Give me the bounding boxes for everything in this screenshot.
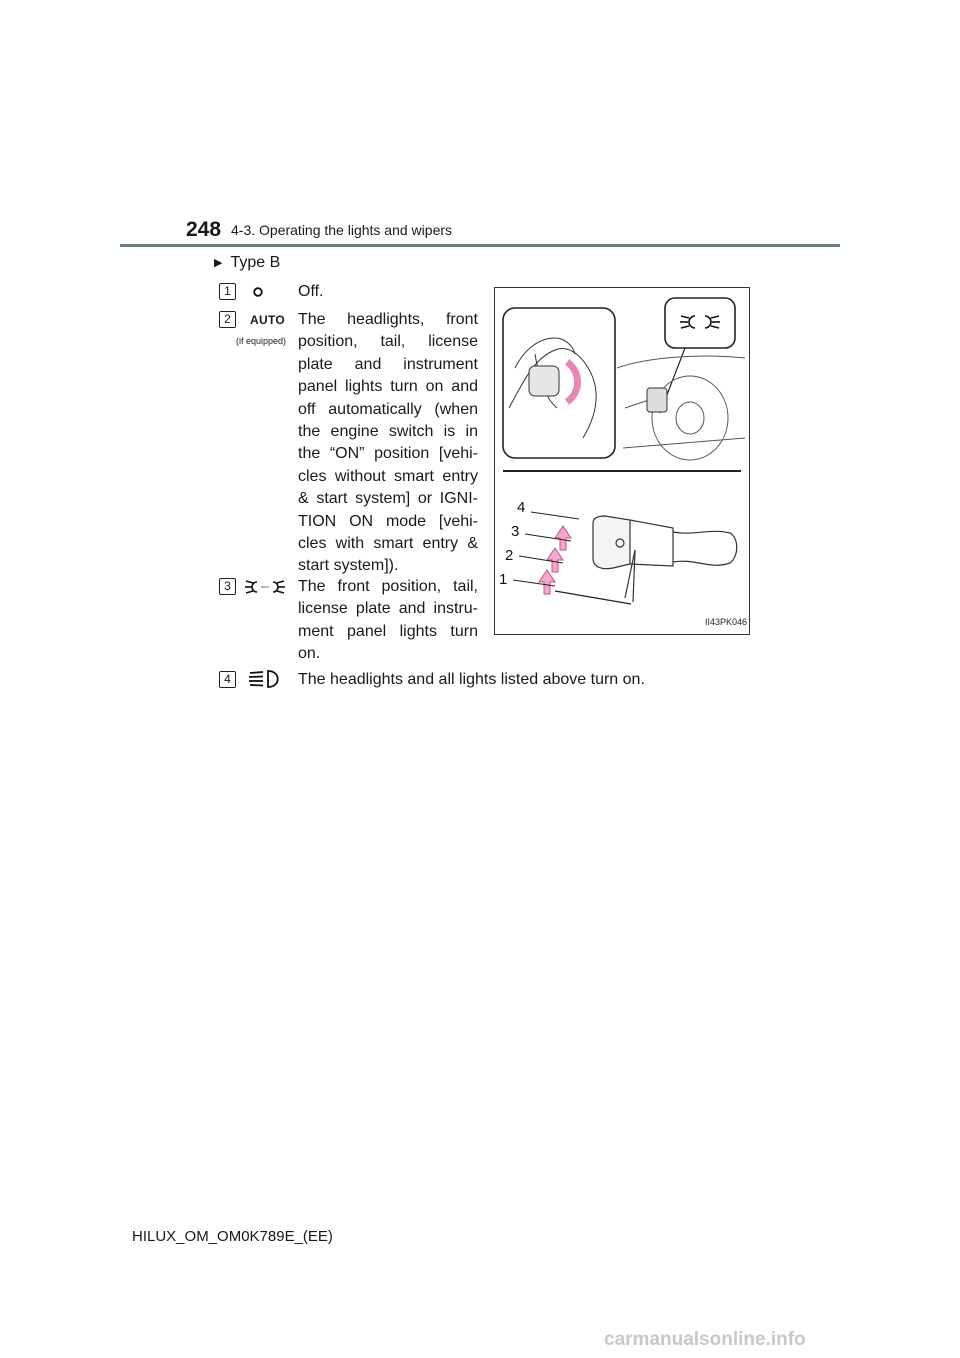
item-3-text: The front position, tail, license plate and instru- ment panel lights turn on. (298, 578, 478, 663)
headlight-icon (246, 668, 286, 690)
item-number-3: 3 (219, 578, 236, 595)
position-lights-icon (244, 577, 286, 597)
item-number-2: 2 (219, 311, 236, 328)
footer-code: HILUX_OM_OM0K789E_(EE) (132, 1228, 333, 1245)
item-1-text: Off. (298, 283, 324, 300)
symbol-inset (665, 298, 735, 348)
figure-code: II43PK046 (705, 617, 748, 627)
callout-3: 3 (511, 523, 520, 540)
lever-illustration (495, 288, 749, 634)
off-circle-icon (252, 286, 264, 298)
type-heading (214, 254, 280, 272)
callout-2: 2 (505, 547, 514, 564)
item-4-text: The headlights and all lights listed above turn on. (298, 671, 645, 688)
callout-1: 1 (499, 571, 508, 588)
switch-knob (529, 366, 559, 396)
watermark: carmanualsonline.info (604, 1329, 806, 1350)
callout-4: 4 (517, 499, 526, 516)
lever-closeup (593, 516, 737, 602)
section-title: 4-3. Operating the lights and wipers (231, 222, 453, 238)
if-equipped-note: (if equipped) (235, 336, 286, 346)
type-heading-label: Type B (230, 254, 281, 271)
triangle-bullet-icon: ▶ (214, 257, 223, 269)
item-number-1: 1 (219, 283, 236, 300)
header-divider (120, 244, 840, 247)
item-2-text: The headlights, front position, tail, license plate and instrument panel lights turn on and off automatically (when the engine switch is in the “ON” position [vehi- cles without smart entry & start system] or IGNI- TION ON mode [vehi- cles with smart entry & start system]). (298, 311, 478, 575)
figure-callouts (499, 499, 525, 588)
item-number-4: 4 (219, 671, 236, 688)
auto-icon: AUTO (250, 313, 285, 327)
page-number: 248 (186, 218, 222, 241)
headlight-switch-figure (494, 287, 750, 635)
dashboard-drawing (617, 356, 745, 460)
